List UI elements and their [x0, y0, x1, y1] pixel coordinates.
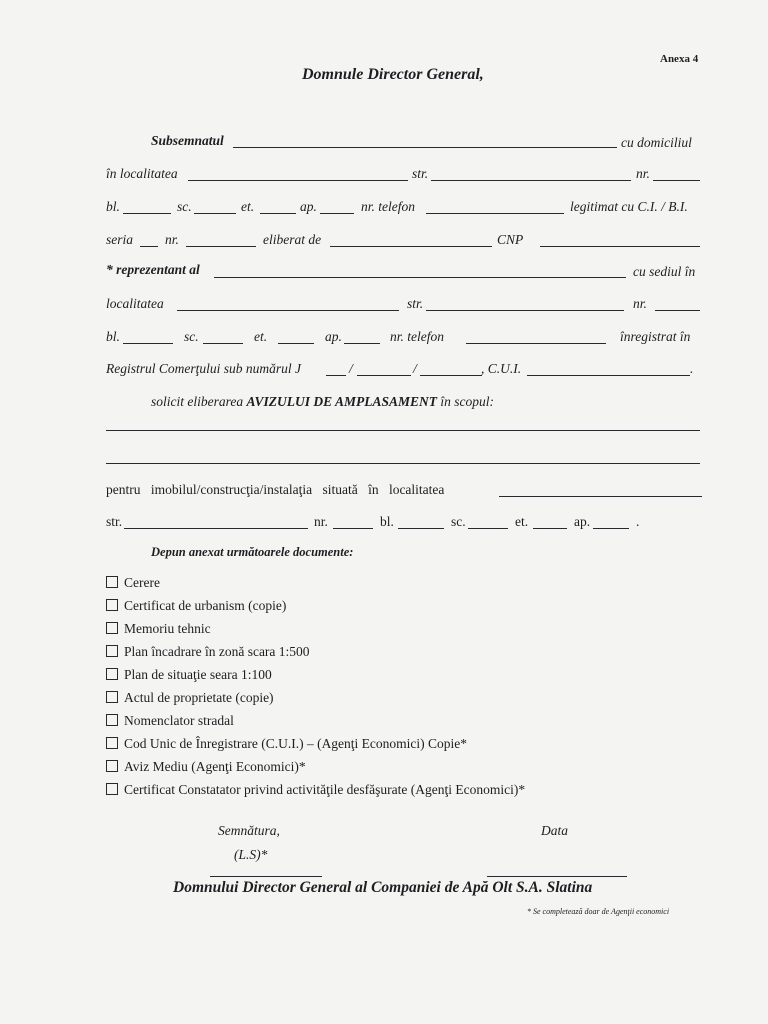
doc-item-certificat-urbanism[interactable]	[106, 598, 286, 614]
field-name[interactable]	[233, 147, 617, 148]
label-sc-sediu: sc.	[184, 329, 199, 344]
label-cu-domiciliul: cu domiciliul	[621, 135, 692, 150]
field-scop-line-2[interactable]	[106, 463, 700, 464]
label-str-sediu: str.	[407, 296, 424, 311]
doc-item-aviz-mediu[interactable]	[106, 759, 306, 775]
doc-item-plan-incadrare[interactable]	[106, 644, 310, 660]
field-date[interactable]	[487, 876, 627, 877]
checkbox-icon[interactable]	[106, 622, 118, 634]
label-sc-imobil: sc.	[451, 514, 466, 529]
field-strada[interactable]	[431, 180, 631, 181]
checkbox-icon[interactable]	[106, 760, 118, 772]
doc-item-label: Plan încadrare în zonă scara 1:500	[124, 644, 310, 659]
field-strada-sediu[interactable]	[426, 310, 624, 311]
label-slash-2: /	[413, 361, 417, 376]
footnote: * Se completează doar de Agenţii economici	[527, 907, 670, 916]
label-cu-sediul: cu sediul în	[633, 264, 696, 279]
date-label: Data	[541, 823, 568, 838]
doc-item-act-proprietate[interactable]	[106, 690, 274, 706]
field-bloc-sediu[interactable]	[123, 343, 173, 344]
documents-heading: Depun anexat următoarele documente:	[151, 545, 354, 559]
label-sc: sc.	[177, 199, 192, 214]
field-j-1[interactable]	[326, 375, 346, 376]
field-scara-sediu[interactable]	[203, 343, 243, 344]
addressee-title: Domnului Director General al Companiei de Apă Olt S.A. Slatina	[173, 879, 593, 896]
doc-item-certificat-constatator[interactable]	[106, 782, 525, 798]
label-bl: bl.	[106, 199, 120, 214]
doc-item-label: Certificat de urbanism (copie)	[124, 598, 287, 613]
solicit-post: în scopul:	[440, 394, 495, 409]
field-telefon[interactable]	[426, 213, 564, 214]
ls-label: (L.S)*	[234, 847, 268, 862]
checkbox-icon[interactable]	[106, 691, 118, 703]
label-bl-sediu: bl.	[106, 329, 120, 344]
doc-item-nomenclator[interactable]	[106, 713, 234, 729]
label-eliberat-de: eliberat de	[263, 232, 322, 247]
field-etaj-sediu[interactable]	[278, 343, 314, 344]
checkbox-icon[interactable]	[106, 714, 118, 726]
label-dot: .	[690, 361, 694, 376]
field-scara[interactable]	[194, 213, 236, 214]
greeting-title: Domnule Director General,	[302, 66, 484, 83]
checkbox-icon[interactable]	[106, 599, 118, 611]
field-apartament-sediu[interactable]	[344, 343, 380, 344]
solicit-text	[151, 394, 494, 410]
label-ap-imobil: ap.	[574, 514, 591, 529]
label-reprezentant: * reprezentant al	[106, 262, 200, 277]
doc-item-label: Cod Unic de Înregistrare (C.U.I.) – (Agenţi Economici) Copie*	[124, 736, 468, 751]
label-str: str.	[412, 166, 429, 181]
label-str-imobil: str.	[106, 514, 123, 529]
label-subsemnatul: Subsemnatul	[151, 133, 224, 148]
label-end-dot: .	[636, 514, 640, 529]
field-eliberat-de[interactable]	[330, 246, 492, 247]
label-slash-1: /	[349, 361, 353, 376]
checkbox-icon[interactable]	[106, 737, 118, 749]
field-signature[interactable]	[210, 876, 322, 877]
field-cui[interactable]	[527, 375, 690, 376]
label-legitimat: legitimat cu C.I. / B.I.	[570, 199, 688, 214]
field-scara-imobil[interactable]	[468, 528, 508, 529]
doc-item-label: Aviz Mediu (Agenţi Economici)*	[124, 759, 306, 774]
doc-item-label: Certificat Constatator privind activităţile desfăşurate (Agenţi Economici)*	[124, 782, 526, 797]
solicit-pre: solicit eliberarea	[151, 394, 244, 409]
field-j-3[interactable]	[420, 375, 482, 376]
doc-item-cui[interactable]	[106, 736, 467, 752]
doc-item-label: Nomenclator stradal	[124, 713, 234, 728]
field-cnp[interactable]	[540, 246, 700, 247]
label-cnp: CNP	[497, 232, 524, 247]
field-apartament-imobil[interactable]	[593, 528, 629, 529]
label-pentru: pentru imobilul/construcţia/instalaţia situată în localitatea	[106, 482, 445, 497]
field-j-2[interactable]	[357, 375, 411, 376]
field-numar-sediu[interactable]	[655, 310, 700, 311]
field-bloc[interactable]	[123, 213, 171, 214]
field-bloc-imobil[interactable]	[398, 528, 444, 529]
field-reprezentant[interactable]	[214, 277, 626, 278]
checkbox-icon[interactable]	[106, 645, 118, 657]
doc-item-label: Cerere	[124, 575, 160, 590]
field-localitate-imobil[interactable]	[499, 496, 702, 497]
doc-item-label: Plan de situaţie seara 1:100	[124, 667, 272, 682]
label-nr-ci: nr.	[165, 232, 179, 247]
label-localitatea-sediu: localitatea	[106, 296, 164, 311]
field-scop-line-1[interactable]	[106, 430, 700, 431]
checkbox-icon[interactable]	[106, 783, 118, 795]
label-inregistrat: înregistrat în	[620, 329, 691, 344]
field-strada-imobil[interactable]	[124, 528, 308, 529]
label-nr-telefon-sediu: nr. telefon	[390, 329, 444, 344]
checkbox-icon[interactable]	[106, 576, 118, 588]
label-ap-sediu: ap.	[325, 329, 342, 344]
field-localitate-sediu[interactable]	[177, 310, 399, 311]
field-numar[interactable]	[653, 180, 700, 181]
field-numar-imobil[interactable]	[333, 528, 373, 529]
label-nr-telefon: nr. telefon	[361, 199, 415, 214]
annex-label: Anexa 4	[660, 53, 699, 65]
label-nr-sediu: nr.	[633, 296, 647, 311]
doc-item-label: Actul de proprietate (copie)	[124, 690, 274, 705]
label-cui: , C.U.I.	[481, 361, 522, 376]
label-nr: nr.	[636, 166, 650, 181]
label-et: et.	[241, 199, 255, 214]
label-seria: seria	[106, 232, 133, 247]
doc-item-plan-situatie[interactable]	[106, 667, 272, 683]
field-nr-ci[interactable]	[186, 246, 256, 247]
label-nr-imobil: nr.	[314, 514, 328, 529]
label-et-imobil: et.	[515, 514, 529, 529]
label-in-localitatea: în localitatea	[106, 166, 178, 181]
label-bl-imobil: bl.	[380, 514, 394, 529]
label-et-sediu: et.	[254, 329, 268, 344]
solicit-bold: AVIZULUI DE AMPLASAMENT	[246, 394, 438, 409]
label-registrul: Registrul Comerţului sub numărul J	[106, 361, 301, 376]
field-etaj-imobil[interactable]	[533, 528, 567, 529]
field-seria[interactable]	[140, 246, 158, 247]
doc-item-cerere[interactable]	[106, 575, 160, 591]
doc-item-memoriu-tehnic[interactable]	[106, 621, 211, 637]
field-telefon-sediu[interactable]	[466, 343, 606, 344]
checkbox-icon[interactable]	[106, 668, 118, 680]
label-ap: ap.	[300, 199, 317, 214]
doc-item-label: Memoriu tehnic	[124, 621, 211, 636]
field-localitate[interactable]	[188, 180, 408, 181]
signature-label: Semnătura,	[218, 823, 280, 838]
field-etaj[interactable]	[260, 213, 296, 214]
field-apartament[interactable]	[320, 213, 354, 214]
